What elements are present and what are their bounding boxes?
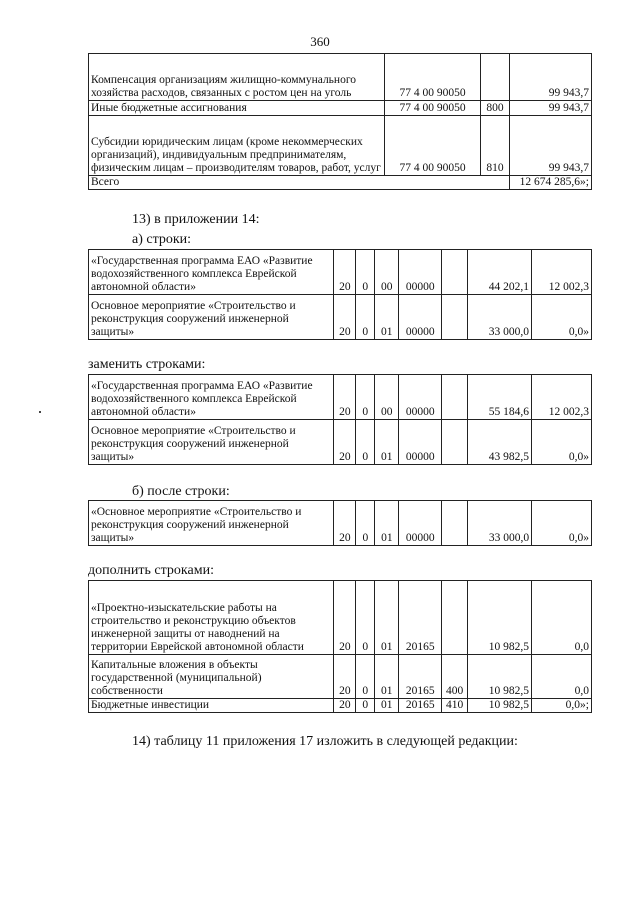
row-code-4: 00000 (399, 420, 442, 465)
row-vr: 410 (442, 699, 468, 713)
row-sum: 99 943,7 (510, 101, 592, 116)
row-code-3: 00 (375, 375, 399, 420)
row-code: 77 4 00 90050 (385, 101, 481, 116)
row-vr (442, 250, 468, 295)
row-sum-1: 10 982,5 (468, 655, 532, 699)
row-sum-1: 10 982,5 (468, 699, 532, 713)
row-code-3: 01 (375, 501, 399, 546)
row-code-2: 0 (356, 250, 375, 295)
row-code-4: 20165 (399, 699, 442, 713)
row-code-2: 0 (356, 420, 375, 465)
row-sum-2: 0,0 (532, 581, 592, 655)
row-sum-1: 33 000,0 (468, 501, 532, 546)
row-vr (481, 54, 510, 101)
row-code-4: 00000 (399, 375, 442, 420)
row-code-2: 0 (356, 581, 375, 655)
row-vr: 810 (481, 116, 510, 176)
scan-speck (39, 411, 41, 413)
table-row-total (89, 176, 592, 190)
table-row (89, 501, 592, 546)
replace-label: заменить строками: (88, 357, 206, 372)
row-sum: 99 943,7 (510, 116, 592, 176)
row-sum-2: 0,0»; (532, 699, 592, 713)
table-original-rows (88, 249, 592, 340)
table-row (89, 116, 592, 176)
row-code-4: 20165 (399, 655, 442, 699)
row-code: 77 4 00 90050 (385, 54, 481, 101)
paragraph-13: 13) в приложении 14: (132, 212, 260, 227)
paragraph-13a: а) строки: (132, 232, 192, 247)
table-row (89, 250, 592, 295)
row-code-1: 20 (334, 655, 356, 699)
row-sum: 99 943,7 (510, 54, 592, 101)
table-row (89, 101, 592, 116)
row-name: Бюджетные инвестиции (89, 699, 334, 713)
row-sum-2: 0,0» (532, 501, 592, 546)
row-sum-2: 12 002,3 (532, 375, 592, 420)
row-code-1: 20 (334, 581, 356, 655)
row-name: «Проектно-изыскательские работы на строительство и реконструкцию объектов инженерной защиты от наводнений на территории Еврейской автономной области (89, 581, 334, 655)
row-code-4: 20165 (399, 581, 442, 655)
row-vr: 800 (481, 101, 510, 116)
row-sum-1: 43 982,5 (468, 420, 532, 465)
row-sum-1: 33 000,0 (468, 295, 532, 340)
row-vr (442, 420, 468, 465)
table-row (89, 699, 592, 713)
row-vr (442, 581, 468, 655)
table-row (89, 655, 592, 699)
row-code-3: 00 (375, 250, 399, 295)
row-code-3: 01 (375, 420, 399, 465)
row-sum-1: 44 202,1 (468, 250, 532, 295)
row-name: Капитальные вложения в объекты государственной (муниципальной) собственности (89, 655, 334, 699)
row-code-4: 00000 (399, 295, 442, 340)
add-label: дополнить строками: (88, 563, 214, 578)
row-name: Субсидии юридическим лицам (кроме некоммерческих организаций), индивидуальным предпринимателям, физическим лицам – производителям товаров, работ, услуг (89, 116, 385, 176)
row-vr (442, 295, 468, 340)
row-code-1: 20 (334, 420, 356, 465)
row-code-2: 0 (356, 375, 375, 420)
row-code-3: 01 (375, 655, 399, 699)
total-label: Всего (89, 176, 510, 190)
page-number: 360 (310, 34, 330, 49)
row-code-2: 0 (356, 655, 375, 699)
row-code-1: 20 (334, 501, 356, 546)
row-name: Основное мероприятие «Строительство и реконструкция сооружений инженерной защиты» (89, 295, 334, 340)
row-code: 77 4 00 90050 (385, 116, 481, 176)
table-row (89, 295, 592, 340)
table-row (89, 581, 592, 655)
table-row (89, 420, 592, 465)
row-code-2: 0 (356, 501, 375, 546)
table-row (89, 54, 592, 101)
row-sum-1: 55 184,6 (468, 375, 532, 420)
row-sum-2: 0,0» (532, 420, 592, 465)
row-code-3: 01 (375, 699, 399, 713)
row-vr (442, 375, 468, 420)
row-code-3: 01 (375, 295, 399, 340)
row-sum-1: 10 982,5 (468, 581, 532, 655)
row-code-4: 00000 (399, 501, 442, 546)
row-name: Иные бюджетные ассигнования (89, 101, 385, 116)
row-sum-2: 12 002,3 (532, 250, 592, 295)
row-vr (442, 501, 468, 546)
row-name: Компенсация организациям жилищно-коммунального хозяйства расходов, связанных с ростом цен на уголь (89, 54, 385, 101)
row-code-4: 00000 (399, 250, 442, 295)
row-code-1: 20 (334, 699, 356, 713)
row-name: «Основное мероприятие «Строительство и реконструкция сооружений инженерной защиты» (89, 501, 334, 546)
paragraph-14: 14) таблицу 11 приложения 17 изложить в следующей редакции: (132, 734, 518, 749)
row-vr: 400 (442, 655, 468, 699)
row-sum-2: 0,0» (532, 295, 592, 340)
row-code-1: 20 (334, 375, 356, 420)
row-code-2: 0 (356, 699, 375, 713)
row-code-1: 20 (334, 295, 356, 340)
row-code-3: 01 (375, 581, 399, 655)
table-continued (88, 53, 592, 190)
row-code-1: 20 (334, 250, 356, 295)
table-replacement-rows (88, 374, 592, 465)
table-row (89, 375, 592, 420)
row-sum-2: 0,0 (532, 655, 592, 699)
row-name: Основное мероприятие «Строительство и реконструкция сооружений инженерной защиты» (89, 420, 334, 465)
table-after-row (88, 500, 592, 546)
total-sum: 12 674 285,6»; (510, 176, 592, 190)
row-name: «Государственная программа ЕАО «Развитие водохозяйственного комплекса Еврейской автономной области» (89, 375, 334, 420)
paragraph-13b: б) после строки: (132, 484, 230, 499)
table-added-rows (88, 580, 592, 713)
row-name: «Государственная программа ЕАО «Развитие водохозяйственного комплекса Еврейской автономной области» (89, 250, 334, 295)
row-code-2: 0 (356, 295, 375, 340)
